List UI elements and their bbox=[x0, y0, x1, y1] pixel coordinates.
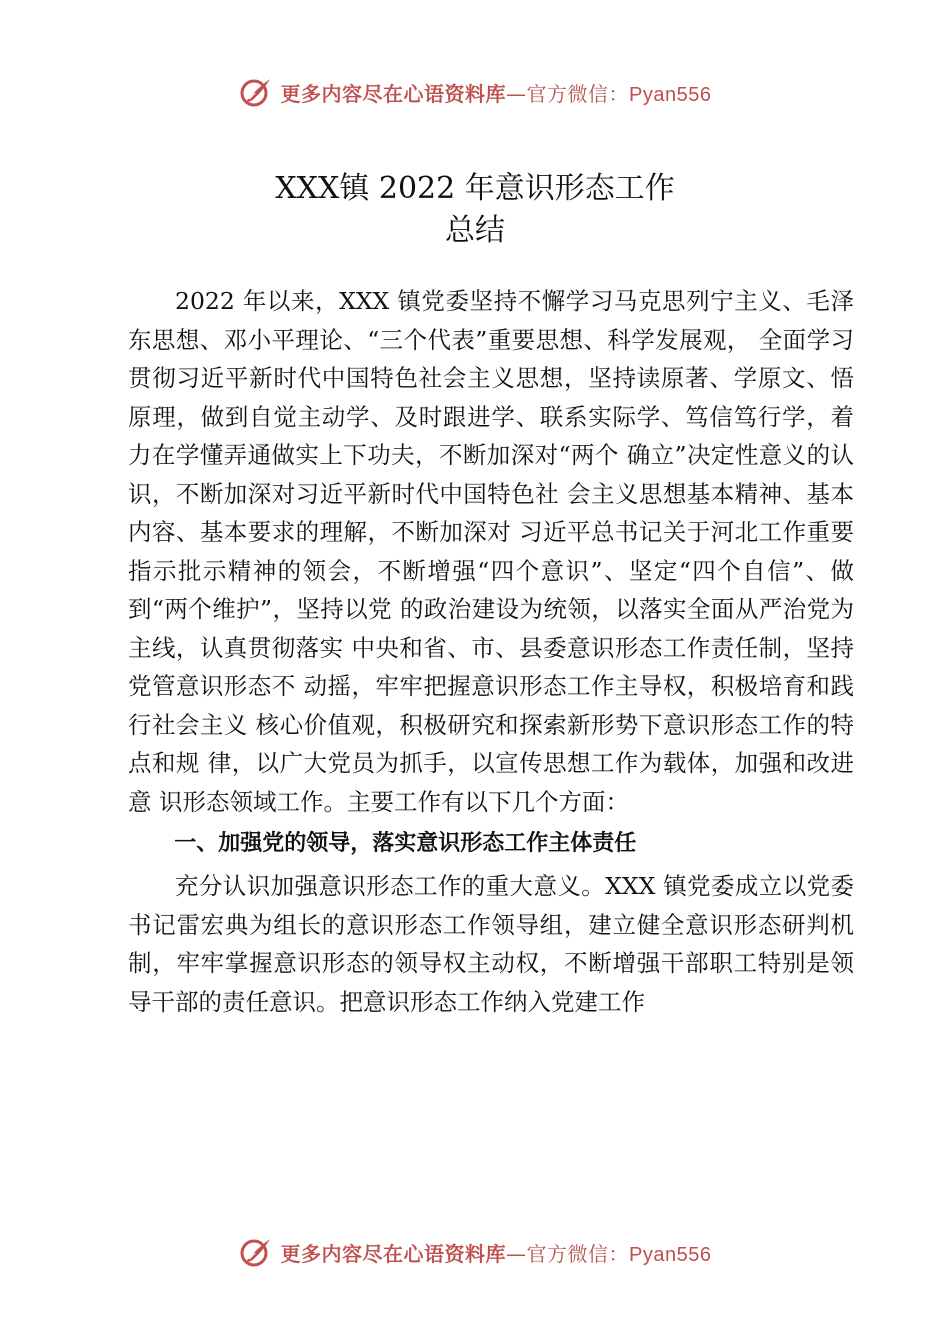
paragraph-section-1: 充分认识加强意识形态工作的重大意义。XXX 镇党委成立以党委书记雷宏典为组长的意识形态工作领导组，建立健全意识形态研判机制，牢牢掌握意识形态的领导权主动权，不断增强干部职工特别是领导干部的责任意识。把意识形态工作纳入党建工作 bbox=[128, 872, 854, 1016]
watermark-separator: — bbox=[506, 81, 527, 106]
quill-logo-icon bbox=[239, 75, 273, 109]
header-watermark bbox=[0, 72, 950, 112]
document-title bbox=[0, 168, 950, 252]
title-line-2: 总结 bbox=[445, 213, 505, 248]
watermark-wechat-label: 官方微信： bbox=[526, 1241, 630, 1266]
title-line-1: XXX镇 2022 年意识形态工作 bbox=[275, 171, 675, 206]
watermark-brand: 更多内容尽在心语资料库 bbox=[280, 1241, 507, 1266]
watermark-brand: 更多内容尽在心语资料库 bbox=[280, 81, 507, 106]
watermark-wechat-id: Pyan556 bbox=[629, 83, 712, 106]
watermark-text bbox=[281, 78, 712, 107]
paragraph-intro: 2022 年以来，XXX 镇党委坚持不懈学习马克思列宁主义、毛泽东思想、邓小平理论、“三个代表”重要思想、科学发展观， 全面学习贯彻习近平新时代中国特色社会主义思想，坚持读原著、学原文、悟原理，做到自觉主动学、及时跟进学、联系实际学、笃信笃行学，着力在学懂弄通做实上下功夫，不断加深对“两个 确立”决定性意义的认识，不断加深对习近平新时代中国特色社 会主义思想基本精神、基本内容、基本要求的理解，不断加深对 习近平总书记关于河北工作重要指示批示精神的领会，不断增强“四个意识”、坚定“四个自信”、做到“两个维护”，坚持以党 的政治建设为统领，以落实全面从严治党为主线，认真贯彻落实 中央和省、市、县委意识形态工作责任制，坚持党管意识形态不 动摇，牢牢把握意识形态工作主导权，积极培育和践行社会主义 核心价值观，积极研究和探索新形势下意识形态工作的特点和规 律，以广大党员为抓手，以宣传思想工作为载体，加强和改进意 识形态领域工作。主要工作有以下几个方面： bbox=[128, 287, 854, 816]
watermark-wechat-id: Pyan556 bbox=[629, 1243, 712, 1266]
quill-logo-icon bbox=[239, 1235, 273, 1269]
document-body bbox=[128, 282, 854, 1021]
section-heading-1: 一、加强党的领导，落实意识形态工作主体责任 bbox=[174, 831, 637, 856]
watermark-separator: — bbox=[506, 1241, 527, 1266]
watermark-text bbox=[281, 1238, 712, 1267]
watermark-wechat-label: 官方微信： bbox=[526, 81, 630, 106]
footer-watermark bbox=[0, 1232, 950, 1272]
